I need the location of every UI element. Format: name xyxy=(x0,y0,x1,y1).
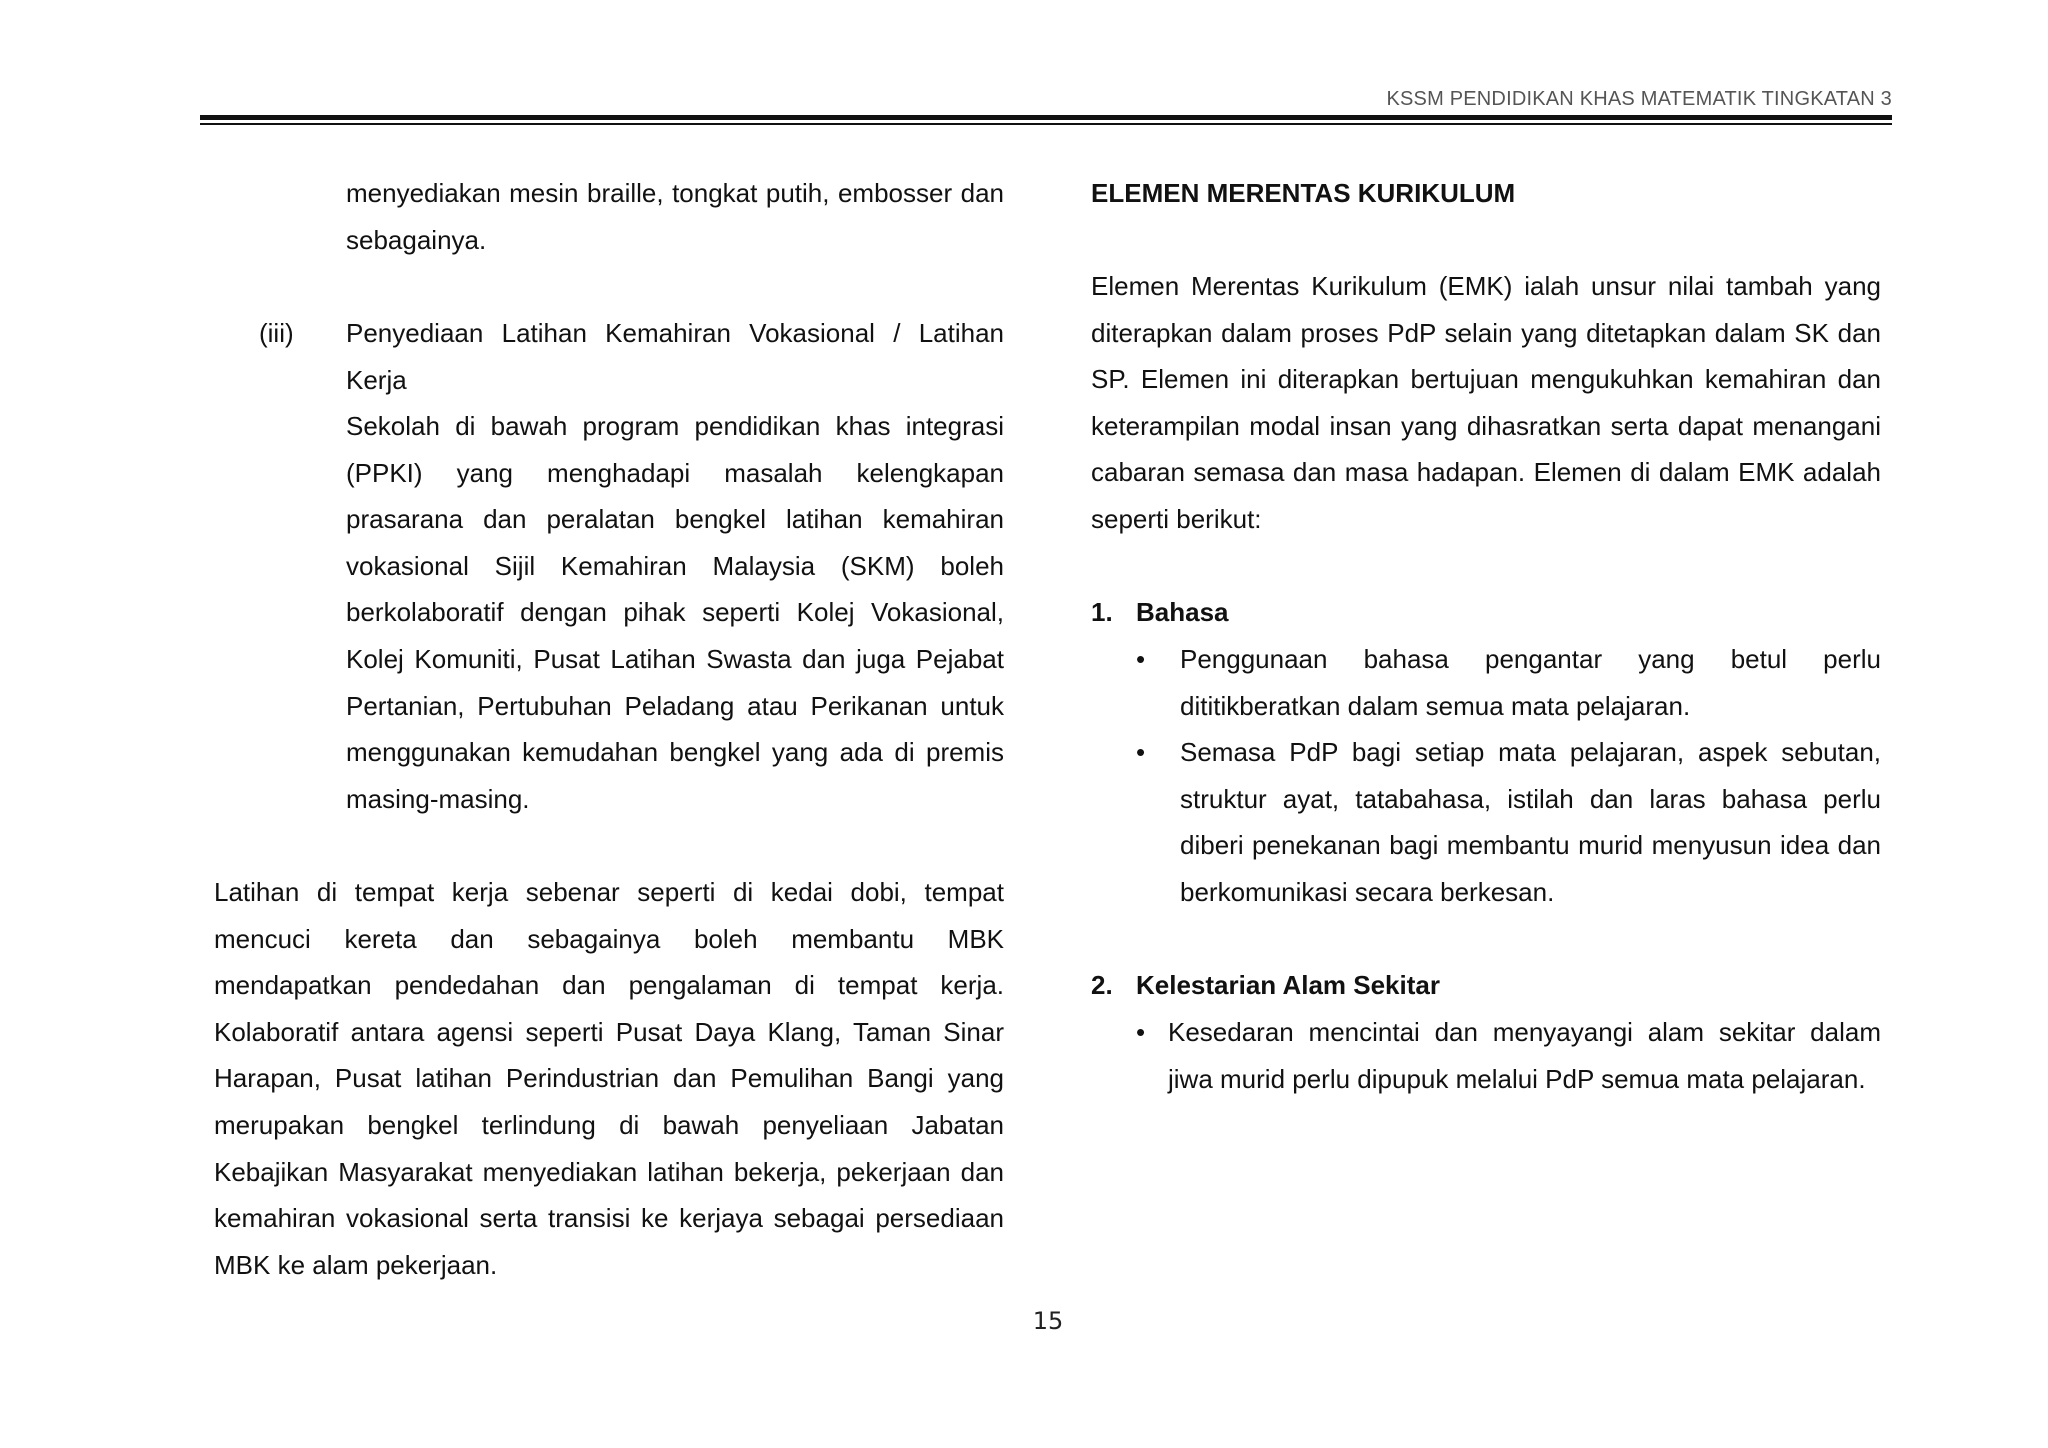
bullet-icon: • xyxy=(1136,737,1146,767)
intro-paragraph: Elemen Merentas Kurikulum (EMK) ialah unsur nilai tambah yang diterapkan dalam proses PdP selain yang ditetapkan dalam SK dan SP. Elemen ini diterapkan bertujuan mengukuhkan kemahiran dan keterampilan modal insan yang dihasratkan serta dapat menangani cabaran semasa dan masa hadapan. Elemen di dalam EMK adalah seperti berikut: xyxy=(1091,271,1881,534)
item-iii-body: Sekolah di bawah program pendidikan khas integrasi (PPKI) yang menghadapi masalah kelengkapan prasarana dan peralatan bengkel latihan kemahiran vokasional Sijil Kemahiran Malaysia (SKM) boleh berkolaboratif dengan pihak seperti Kolej Vokasional, Kolej Komuniti, Pusat Latihan Swasta dan juga Pejabat Pertanian, Pertubuhan Peladang atau Perikanan untuk menggunakan kemudahan bengkel yang ada di premis masing-masing. xyxy=(346,411,1004,814)
section-1-bullet-2: Semasa PdP bagi setiap mata pelajaran, aspek sebutan, struktur ayat, tatabahasa, istilah dan laras bahasa perlu diberi penekanan bagi membantu murid menyusun idea dan berkomunikasi secara berkesan. xyxy=(1180,737,1881,907)
bullet-icon: • xyxy=(1136,644,1146,674)
header-title: KSSM PENDIDIKAN KHAS MATEMATIK TINGKATAN 3 xyxy=(1386,88,1892,110)
bullet-icon: • xyxy=(1136,1017,1146,1047)
continuation-paragraph: menyediakan mesin braille, tongkat putih, embosser dan sebagainya. xyxy=(346,178,1004,255)
item-iii-title: Penyediaan Latihan Kemahiran Vokasional / Latihan Kerja xyxy=(346,318,1004,395)
section-2-title: Kelestarian Alam Sekitar xyxy=(1136,970,1440,1000)
closing-paragraph: Latihan di tempat kerja sebenar seperti di kedai dobi, tempat mencuci kereta dan sebagainya boleh membantu MBK mendapatkan pendedahan dan pengalaman di tempat kerja. Kolaboratif antara agensi seperti Pusat Daya Klang, Taman Sinar Harapan, Pusat latihan Perindustrian dan Pemulihan Bangi yang merupakan bengkel terlindung di bawah penyeliaan Jabatan Kebajikan Masyarakat menyediakan latihan bekerja, pekerjaan dan kemahiran vokasional serta transisi ke kerjaya sebagai persediaan MBK ke alam pekerjaan. xyxy=(214,877,1004,1280)
item-number-iii: (iii) xyxy=(259,318,294,348)
page-number: 15 xyxy=(1032,1307,1064,1335)
section-1-title: Bahasa xyxy=(1136,597,1229,627)
section-1-number: 1. xyxy=(1091,597,1113,627)
section-2-bullet-1: Kesedaran mencintai dan menyayangi alam sekitar dalam jiwa murid perlu dipupuk melalui PdP semua mata pelajaran. xyxy=(1168,1017,1881,1094)
section-heading: ELEMEN MERENTAS KURIKULUM xyxy=(1091,178,1516,208)
header-rule-thick xyxy=(200,115,1892,120)
header-rule-thin xyxy=(200,123,1892,125)
section-2-number: 2. xyxy=(1091,970,1113,1000)
section-1-bullet-1: Penggunaan bahasa pengantar yang betul perlu dititikberatkan dalam semua mata pelajaran. xyxy=(1180,644,1881,721)
